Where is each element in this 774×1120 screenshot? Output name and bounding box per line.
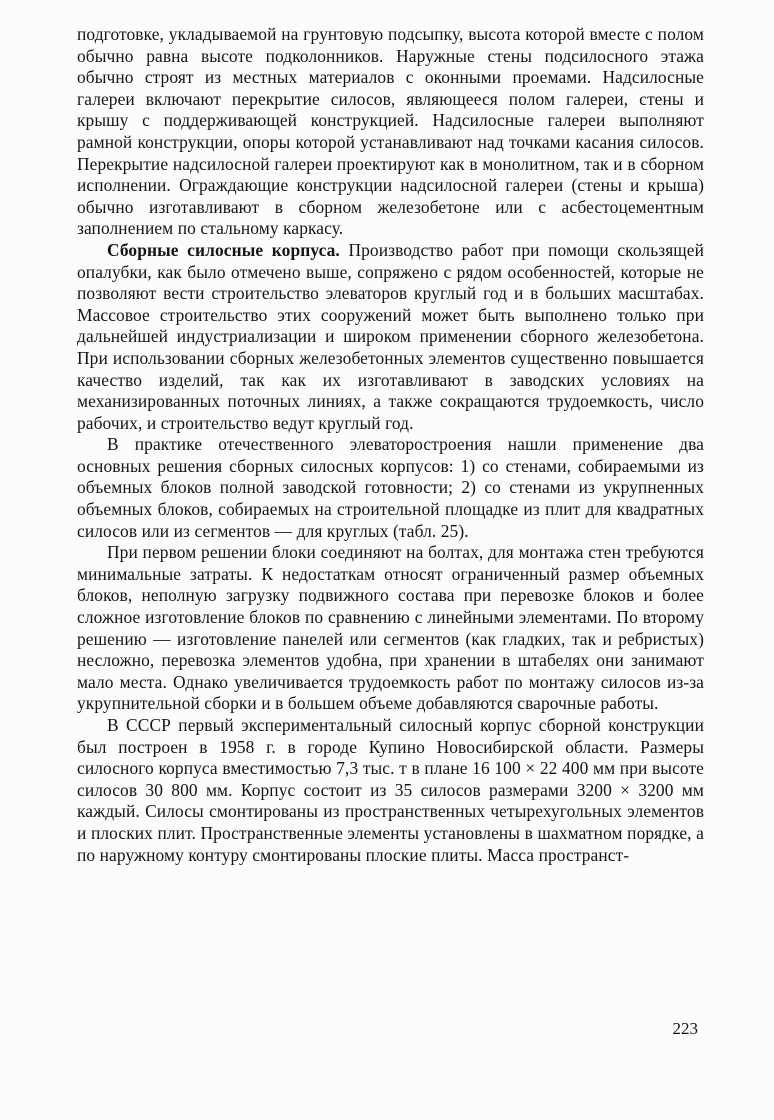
paragraph-1-text: подготовке, укладываемой на грунтовую подсыпку, высота которой вместе с полом обычно равна высоте подколонников. Наружные стены подсилосного этажа обычно строят из местных материалов с оконными проемами. Надсилосные галереи включают перекрытие силосов, являющееся полом галереи, стены и крышу с поддерживающей конструкцией. Надсилосные галереи выполняют рамной конструкции, опоры которой устанавливают над точками касания силосов. Перекрытие надсилосной галереи проектируют как в монолитном, так и в сборном исполнении. Ограждающие конструкции надсилосной галереи (стены и крыша) обычно изготавливают в сборном железобетоне или с асбестоцементным заполнением по стальному каркасу.	[77, 24, 704, 239]
section-heading: Сборные силосные корпуса.	[107, 239, 340, 260]
paragraph-4	[77, 542, 704, 715]
paragraph-2-text: Производство работ при помощи скользящей опалубки, как было отмечено выше, сопряжено с рядом особенностей, которые не позволяют вести строительство элеваторов круглый год и в больших масштабах. Массовое строительство этих сооружений может быть выполнено только при дальнейшей индустриализации и широком применении сборного железобетона. При использовании сборных железобетонных элементов существенно повышается качество изделий, так как их изготавливают в заводских условиях на механизированных поточных линиях, а также сокращаются трудоемкость, число рабочих, и строительство ведут круглый год.	[77, 239, 705, 433]
paragraph-1	[77, 24, 704, 240]
paragraph-4-text: При первом решении блоки соединяют на болтах, для монтажа стен требуются минимальные затраты. К недостаткам относят ограниченный размер объемных блоков, неполную загрузку подвижного состава при перевозке блоков и более сложное изготовление блоков по сравнению с линейными элементами. По второму решению — изготовление панелей или сегментов (как гладких, так и ребристых) несложно, перевозка элементов удобна, при хранении в штабелях они занимают мало места. Однако увеличивается трудоемкость работ по монтажу силосов из-за укрупнительной сборки и в большем объеме добавляются сварочные работы.	[77, 542, 704, 714]
paragraph-2	[77, 240, 704, 434]
paragraph-3	[77, 434, 704, 542]
paragraph-3-text: В практике отечественного элеваторостроения нашли применение два основных решения сборных силосных корпусов: 1) со стенами, собираемыми из объемных блоков полной заводской готовности; 2) со стенами из укрупненных объемных блоков, собираемых на строительной площадке из плит для квадратных силосов или из сегментов — для круглых (табл. 25).	[77, 434, 704, 541]
paragraph-5-text: В СССР первый экспериментальный силосный корпус сборной конструкции был построен в 1958 г. в городе Купино Новосибирской области. Размеры силосного корпуса вместимостью 7,3 тыс. т в плане 16 100 × 22 400 мм при высоте силосов 30 800 мм. Корпус состоит из 35 силосов размерами 3200 × 3200 мм каждый. Силосы смонтированы из пространственных четырехугольных элементов и плоских плит. Пространственные элементы установлены в шахматном порядке, а по наружному контуру смонтированы плоские плиты. Масса пространст-	[77, 715, 704, 865]
page-number: 223	[672, 1019, 698, 1038]
paragraph-5	[77, 715, 704, 866]
